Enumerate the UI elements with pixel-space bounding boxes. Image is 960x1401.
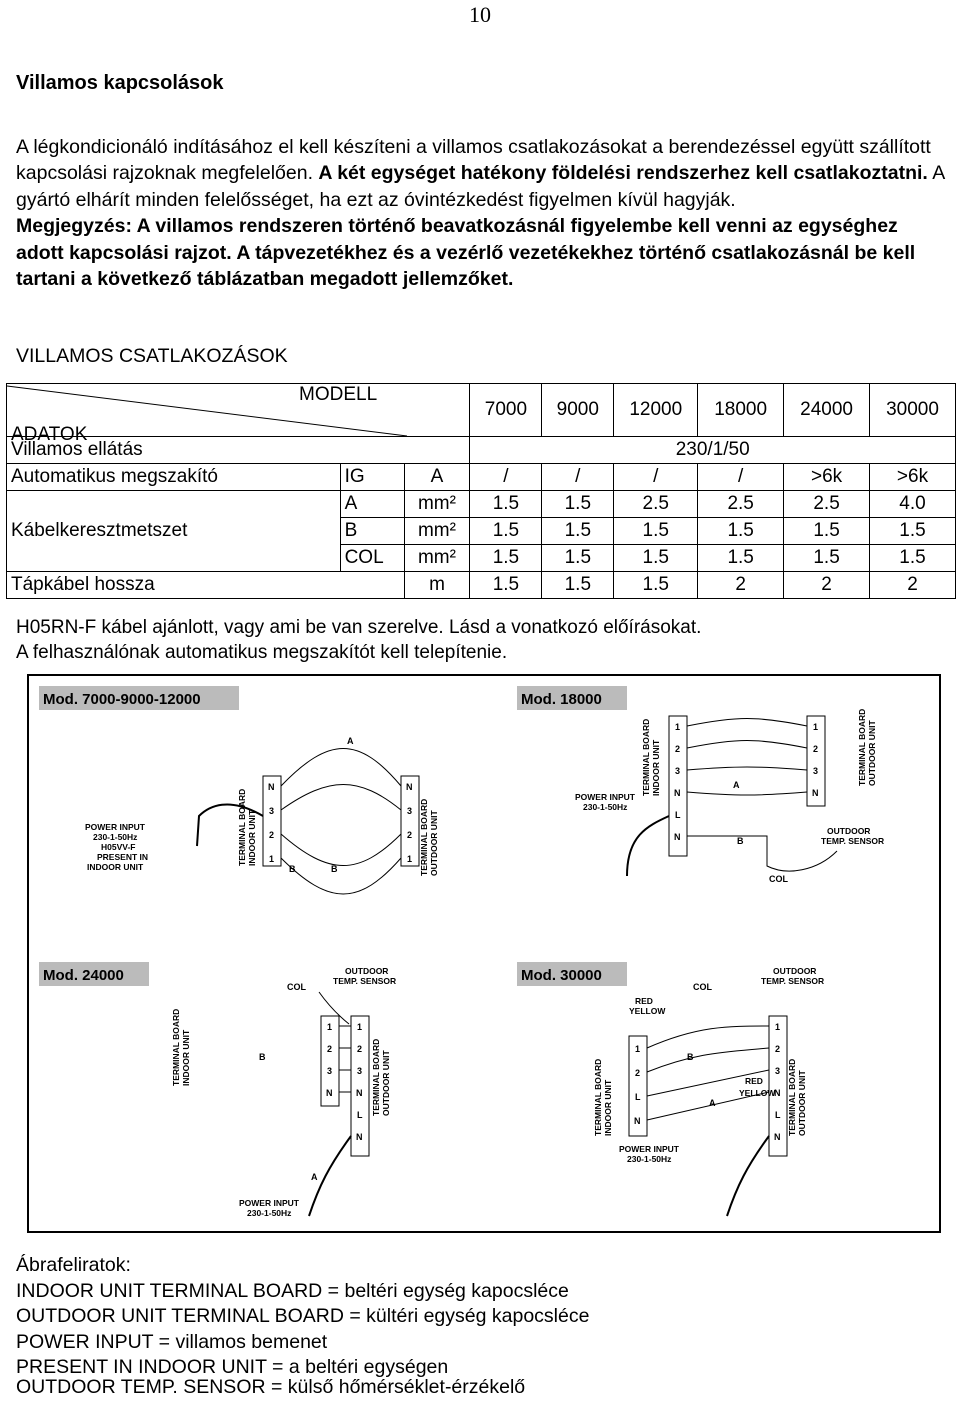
- terminal-label: 2: [327, 1044, 333, 1054]
- terminal-label: 3: [357, 1066, 363, 1076]
- caption-item: PRESENT IN INDOOR UNIT = a beltéri egységen: [16, 1356, 449, 1378]
- wire-letter: B: [289, 864, 296, 874]
- diagram-svg: [487, 956, 939, 1231]
- table-cell: 2: [784, 572, 870, 599]
- model-header: 24000: [784, 384, 870, 437]
- power-label: H05VV-F: [101, 842, 136, 852]
- table-cell: /: [614, 464, 698, 491]
- table-cell: >6k: [870, 464, 956, 491]
- power-label: 230-1-50Hz: [627, 1154, 672, 1164]
- terminal-label: 1: [407, 854, 413, 864]
- diagram-mod-30000: [487, 956, 939, 1231]
- model-header: 12000: [614, 384, 698, 437]
- caption-item: OUTDOOR UNIT TERMINAL BOARD = kültéri egység kapocsléce: [16, 1305, 590, 1327]
- indoor-board-label: INDOOR UNIT: [247, 809, 257, 866]
- power-label: POWER INPUT: [239, 1198, 299, 1208]
- row-code: IG: [340, 464, 404, 491]
- terminal-label: 2: [813, 744, 819, 754]
- diagram-title: Mod. 30000: [521, 967, 602, 984]
- table-row: [7, 491, 956, 518]
- sensor-label: TEMP. SENSOR: [821, 836, 885, 846]
- wire-letter: B: [687, 1052, 694, 1062]
- terminal-label: 3: [813, 766, 819, 776]
- table-cell: /: [470, 464, 542, 491]
- table-cell: 2: [870, 572, 956, 599]
- page-heading: Villamos kapcsolások: [16, 72, 224, 94]
- terminal-label: 2: [775, 1044, 781, 1054]
- table-cell: 1.5: [870, 545, 956, 572]
- note-cable: H05RN-F kábel ajánlott, vagy ami be van szerelve. Lásd a vonatkozó előírásokat.: [16, 617, 702, 638]
- intro-text-4-bold: Megjegyzés: A villamos rendszeren történő beavatkozásnál figyelembe kell venni az egységhez adott kapcsolási rajzot. A tápvezetékhez és a vezérlő vezetékekhez történő csatlakozásnál be kell tartani a következő táblázatban megadott jellemzőket.: [16, 215, 916, 291]
- row-code: COL: [340, 545, 404, 572]
- power-label: 230-1-50Hz: [93, 832, 138, 842]
- terminal-label: N: [674, 832, 681, 842]
- diagram-svg: [29, 676, 481, 951]
- intro-text-3: A gyártó elhárít minden felelősséget, ha ezt az óvintézkedést figyelmen kívül hagyják.: [16, 162, 945, 211]
- outdoor-board-label: TERMINAL BOARD: [371, 1038, 381, 1116]
- table-cell: 2.5: [614, 491, 698, 518]
- table-cell: 1.5: [542, 491, 614, 518]
- table-cell: 2: [698, 572, 784, 599]
- row-label: Automatikus megszakító: [7, 464, 341, 491]
- power-label: 230-1-50Hz: [247, 1208, 292, 1218]
- diagram-svg: [29, 956, 481, 1231]
- table-cell: 1.5: [470, 491, 542, 518]
- row-unit: A: [404, 464, 470, 491]
- caption-title: Ábrafeliratok:: [16, 1254, 131, 1276]
- wire-letter: A: [709, 1098, 716, 1108]
- table-cell: 1.5: [614, 545, 698, 572]
- table-cell: >6k: [784, 464, 870, 491]
- table-cell: 1.5: [784, 545, 870, 572]
- wire-letter: B: [259, 1052, 266, 1062]
- table-cell: 1.5: [614, 572, 698, 599]
- diagram-title: Mod. 7000-9000-12000: [43, 691, 201, 708]
- wire-letter: COL: [693, 982, 712, 992]
- terminal-label: 2: [269, 830, 275, 840]
- wire-letter: COL: [287, 982, 306, 992]
- intro-paragraph: [16, 134, 946, 292]
- wire-color: RED: [635, 996, 653, 1006]
- sensor-label: OUTDOOR: [827, 826, 871, 836]
- terminal-label: 3: [675, 766, 681, 776]
- header-diagonal-cell: [7, 384, 470, 445]
- diagram-title: Mod. 24000: [43, 967, 124, 984]
- wire-letter: A: [733, 780, 740, 790]
- terminal-label: L: [775, 1110, 781, 1120]
- terminal-label: 1: [775, 1022, 781, 1032]
- table-cell: 2.5: [698, 491, 784, 518]
- table-cell: 1.5: [698, 518, 784, 545]
- sensor-label: OUTDOOR: [773, 966, 817, 976]
- terminal-label: 3: [407, 806, 413, 816]
- model-header: 18000: [698, 384, 784, 437]
- table-cell: 1.5: [698, 545, 784, 572]
- supply-value: 230/1/50: [470, 437, 956, 464]
- outdoor-board-label: OUTDOOR UNIT: [429, 810, 439, 876]
- diagram-svg: [487, 676, 939, 951]
- outdoor-board-label: TERMINAL BOARD: [419, 798, 429, 876]
- terminal-label: N: [326, 1088, 333, 1098]
- terminal-label: L: [675, 810, 681, 820]
- table-cell: /: [698, 464, 784, 491]
- sensor-label: OUTDOOR: [345, 966, 389, 976]
- terminal-label: N: [634, 1116, 641, 1126]
- terminal-label: 3: [775, 1066, 781, 1076]
- terminal-label: N: [268, 782, 275, 792]
- terminal-label: 1: [357, 1022, 363, 1032]
- outdoor-board-label: OUTDOOR UNIT: [867, 720, 877, 786]
- outdoor-board-label: OUTDOOR UNIT: [381, 1050, 391, 1116]
- indoor-board-label: INDOOR UNIT: [603, 1079, 613, 1136]
- wire-letter: A: [347, 736, 354, 746]
- outdoor-board-label: TERMINAL BOARD: [857, 708, 867, 786]
- sensor-label: TEMP. SENSOR: [761, 976, 825, 986]
- row-label: Tápkábel hossza: [7, 572, 405, 599]
- table-cell: 1.5: [542, 545, 614, 572]
- diagram-mod-24000: [29, 956, 481, 1231]
- wire-letter: B: [331, 864, 338, 874]
- terminal-label: N: [812, 788, 819, 798]
- table-cell: 1.5: [784, 518, 870, 545]
- indoor-board-label: INDOOR UNIT: [651, 739, 661, 796]
- table-cell: 4.0: [870, 491, 956, 518]
- diagram-mod-7000-12000: [29, 676, 481, 951]
- terminal-label: 3: [327, 1066, 333, 1076]
- terminal-label: L: [357, 1110, 363, 1120]
- wire-color: YELLOW: [629, 1006, 666, 1016]
- row-unit: mm²: [404, 545, 470, 572]
- terminal-label: 1: [813, 722, 819, 732]
- sensor-label: TEMP. SENSOR: [333, 976, 397, 986]
- outdoor-board-label: OUTDOOR UNIT: [797, 1070, 807, 1136]
- row-code: A: [340, 491, 404, 518]
- table-row: [7, 437, 956, 464]
- power-label: PRESENT IN: [97, 852, 149, 862]
- intro-text-1: A légkondicionáló indításához el kell készíteni a villamos csatlakozásokat a berendezéssel együtt szállított kapcsolási rajzoknak megfelelően.: [16, 136, 931, 185]
- terminal-label: 1: [327, 1022, 333, 1032]
- terminal-label: 1: [675, 722, 681, 732]
- terminal-label: N: [406, 782, 413, 792]
- wire-color: YELLOW: [739, 1088, 776, 1098]
- terminal-label: 2: [675, 744, 681, 754]
- table-cell: 1.5: [614, 518, 698, 545]
- adatok-label: ADATOK: [11, 424, 88, 445]
- indoor-board-label: TERMINAL BOARD: [641, 718, 651, 796]
- caption-item: INDOOR UNIT TERMINAL BOARD = beltéri egység kapocsléce: [16, 1280, 569, 1302]
- table-cell: /: [542, 464, 614, 491]
- power-label: 230-1-50Hz: [583, 802, 628, 812]
- power-label: POWER INPUT: [619, 1144, 679, 1154]
- diagram-title: Mod. 18000: [521, 691, 602, 708]
- table-row: [7, 464, 956, 491]
- wire-letter: COL: [769, 874, 788, 884]
- terminal-label: N: [774, 1088, 781, 1098]
- row-code: B: [340, 518, 404, 545]
- indoor-board-label: TERMINAL BOARD: [171, 1008, 181, 1086]
- indoor-board-label: TERMINAL BOARD: [237, 788, 247, 866]
- caption-item: POWER INPUT = villamos bemenet: [16, 1331, 328, 1353]
- terminal-label: 2: [635, 1068, 641, 1078]
- wire-letter: B: [737, 836, 744, 846]
- terminal-label: N: [774, 1132, 781, 1142]
- terminal-label: 1: [269, 854, 275, 864]
- power-label: INDOOR UNIT: [87, 862, 144, 872]
- model-header: 30000: [870, 384, 956, 437]
- indoor-board-label: INDOOR UNIT: [181, 1029, 191, 1086]
- section-title: VILLAMOS CSATLAKOZÁSOK: [16, 345, 288, 367]
- terminal-label: N: [674, 788, 681, 798]
- row-unit: mm²: [404, 491, 470, 518]
- wire-color: RED: [745, 1076, 763, 1086]
- modell-label: MODELL: [299, 384, 378, 405]
- wire-letter: A: [311, 1172, 318, 1182]
- wiring-diagrams: [27, 674, 941, 1233]
- outdoor-board-label: TERMINAL BOARD: [787, 1058, 797, 1136]
- power-label: POWER INPUT: [85, 822, 145, 832]
- model-header: 7000: [470, 384, 542, 437]
- terminal-label: 1: [635, 1044, 641, 1054]
- indoor-board-label: TERMINAL BOARD: [593, 1058, 603, 1136]
- row-label: Villamos ellátás: [7, 437, 470, 464]
- terminal-label: 3: [269, 806, 275, 816]
- page-number: 10: [469, 2, 491, 27]
- table-cell: 1.5: [542, 572, 614, 599]
- table-row: [7, 572, 956, 599]
- electrical-table: [6, 383, 956, 599]
- intro-text-2-bold: A két egységet hatékony földelési rendszerhez kell csatlakoztatni.: [318, 162, 928, 185]
- terminal-label: N: [356, 1088, 363, 1098]
- table-cell: 1.5: [870, 518, 956, 545]
- model-header: 9000: [542, 384, 614, 437]
- table-cell: 1.5: [470, 545, 542, 572]
- diagram-mod-18000: [487, 676, 939, 951]
- table-cell: 1.5: [470, 572, 542, 599]
- terminal-label: 2: [357, 1044, 363, 1054]
- terminal-label: N: [356, 1132, 363, 1142]
- row-label: Kábelkeresztmetszet: [7, 491, 341, 572]
- table-cell: 1.5: [470, 518, 542, 545]
- note-breaker: A felhasználónak automatikus megszakítót kell telepítenie.: [16, 642, 508, 663]
- row-unit: m: [404, 572, 470, 599]
- power-label: POWER INPUT: [575, 792, 635, 802]
- table-cell: 2.5: [784, 491, 870, 518]
- caption-item: OUTDOOR TEMP. SENSOR = külső hőmérséklet-érzékelő: [16, 1376, 526, 1398]
- terminal-label: L: [635, 1092, 641, 1102]
- row-unit: mm²: [404, 518, 470, 545]
- table-cell: 1.5: [542, 518, 614, 545]
- terminal-label: 2: [407, 830, 413, 840]
